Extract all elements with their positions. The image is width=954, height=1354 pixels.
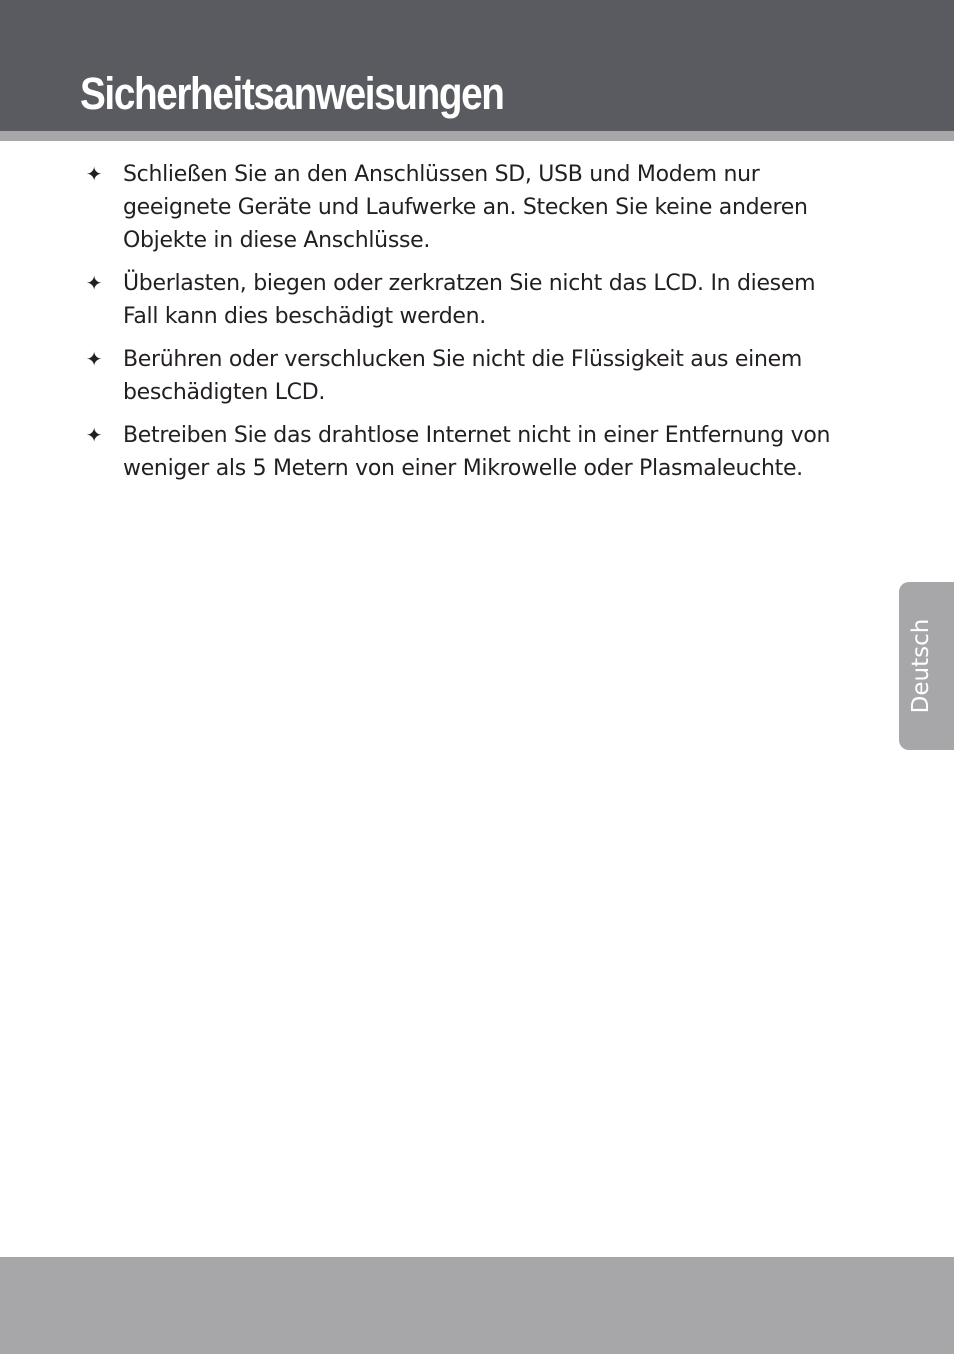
four-point-star-icon: ✦ [85, 162, 103, 186]
list-item [80, 343, 880, 409]
page-title: Sicherheitsanweisungen [80, 68, 504, 119]
safety-instructions-list [80, 158, 880, 495]
header-divider [0, 131, 954, 141]
four-point-star-icon: ✦ [85, 271, 103, 295]
item-line: geeignete Geräte und Laufwerke an. Stecken Sie keine anderen [123, 195, 808, 220]
list-item [80, 267, 880, 333]
item-line: Fall kann dies beschädigt werden. [123, 304, 486, 329]
item-line: beschädigten LCD. [123, 380, 326, 405]
four-point-star-icon: ✦ [85, 423, 103, 447]
list-item [80, 158, 880, 257]
item-line: Schließen Sie an den Anschlüssen SD, USB und Modem nur [123, 162, 760, 187]
item-line: Überlasten, biegen oder zerkratzen Sie nicht das LCD. In diesem [123, 271, 816, 296]
four-point-star-icon: ✦ [85, 347, 103, 371]
item-line: Berühren oder verschlucken Sie nicht die Flüssigkeit aus einem [123, 347, 802, 372]
item-line: Betreiben Sie das drahtlose Internet nicht in einer Entfernung von [123, 423, 831, 448]
item-line: weniger als 5 Metern von einer Mikrowelle oder Plasmaleuchte. [123, 456, 803, 481]
item-line: Objekte in diese Anschlüsse. [123, 228, 431, 253]
footer-band [0, 1257, 954, 1354]
language-tab-label: Deutsch [908, 618, 934, 714]
list-item [80, 419, 880, 485]
